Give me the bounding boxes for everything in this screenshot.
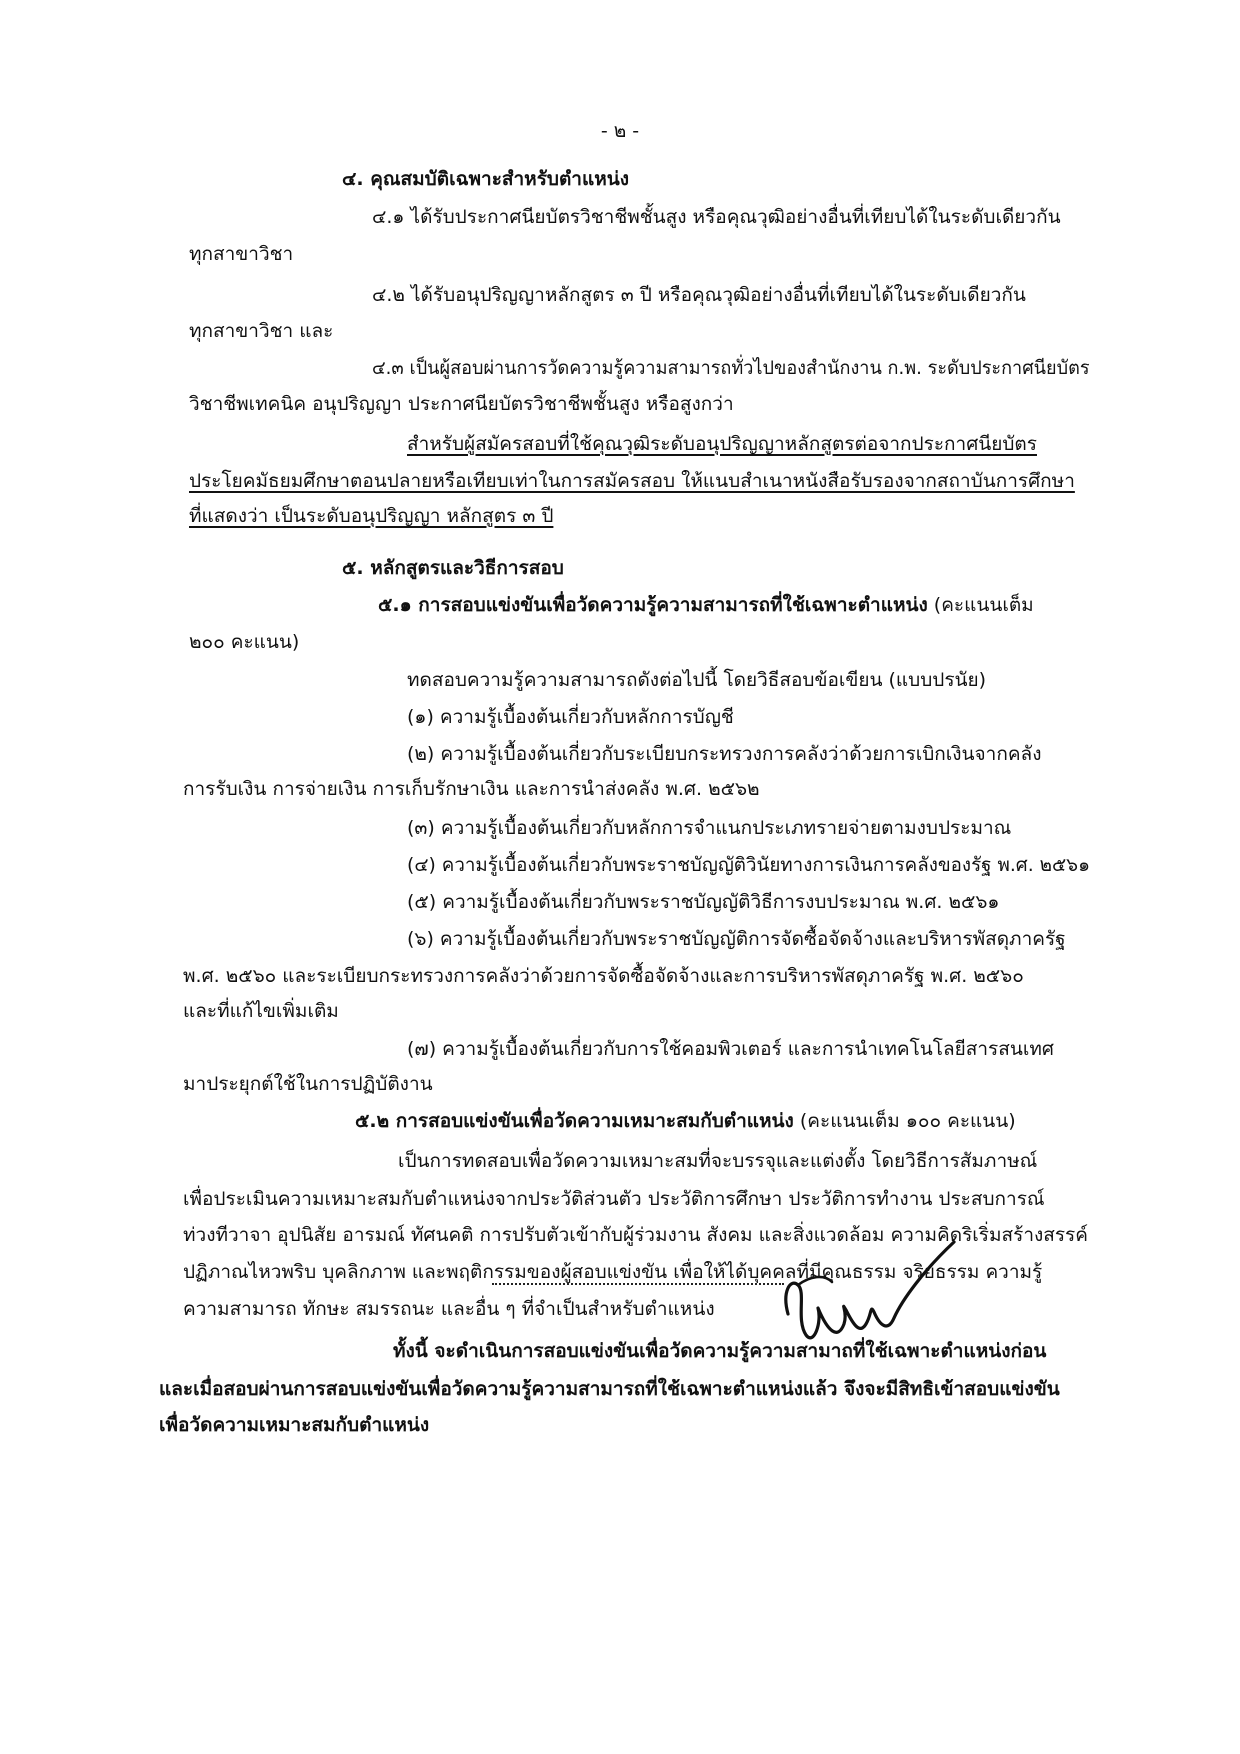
section-5-1-intro: ทดสอบความรู้ความสามารถดังต่อไปนี้ โดยวิธีสอบข้อเขียน (แบบปรนัย) [407, 669, 987, 691]
section-5-2-para-line-2: เพื่อประเมินความเหมาะสมกับตำแหน่งจากประวัติส่วนตัว ประวัติการศึกษา ประวัติการทำงาน ประสบการณ์ [183, 1188, 1045, 1210]
syllabus-item-6-line-3: และที่แก้ไขเพิ่มเติม [183, 1000, 339, 1022]
section-5-2-title: ๕.๒ การสอบแข่งขันเพื่อวัดความเหมาะสมกับตำแหน่ง [355, 1110, 794, 1132]
section-5-2-score: (คะแนนเต็ม ๑๐๐ คะแนน) [799, 1110, 1016, 1132]
syllabus-item-3: (๓) ความรู้เบื้องต้นเกี่ยวกับหลักการจำแนกประเภทรายจ่ายตามงบประมาณ [407, 817, 1012, 839]
section-5-2-para-line-5: ความสามารถ ทักษะ สมรรถนะ และอื่น ๆ ที่จำเป็นสำหรับตำแหน่ง [183, 1298, 715, 1320]
applicant-note-line-2: ประโยคมัธยมศึกษาตอนปลายหรือเทียบเท่าในการสมัครสอบ ให้แนบสำเนาหนังสือรับรองจากสถาบันการศึกษา [189, 470, 1075, 492]
section-5-heading: ๕. หลักสูตรและวิธีการสอบ [342, 557, 564, 579]
section-4-3-line-1: ๔.๓ เป็นผู้สอบผ่านการวัดความรู้ความสามารถทั่วไปของสำนักงาน ก.พ. ระดับประกาศนียบัตร [372, 357, 1090, 379]
applicant-note-line-3: ที่แสดงว่า เป็นระดับอนุปริญญา หลักสูตร ๓ ปี [189, 505, 554, 527]
syllabus-item-2-line-1: (๒) ความรู้เบื้องต้นเกี่ยวกับระเบียบกระทรวงการคลังว่าด้วยการเบิกเงินจากคลัง [407, 743, 1042, 765]
section-5-1-heading [378, 592, 1034, 618]
section-5-1-score-cont: ๒๐๐ คะแนน) [189, 631, 300, 653]
section-5-1-score: (คะแนนเต็ม [933, 594, 1034, 616]
signature-scribble [784, 1240, 984, 1350]
syllabus-item-4: (๔) ความรู้เบื้องต้นเกี่ยวกับพระราชบัญญัติวินัยทางการเงินการคลังของรัฐ พ.ศ. ๒๕๖๑ [407, 854, 1090, 876]
page-number: - ๒ - [600, 120, 640, 142]
final-note-line-1: ทั้งนี้ จะดำเนินการสอบแข่งขันเพื่อวัดความรู้ความสามาถที่ใช้เฉพาะตำแหน่งก่อน [393, 1340, 1047, 1362]
syllabus-item-1: (๑) ความรู้เบื้องต้นเกี่ยวกับหลักการบัญชี [407, 706, 734, 728]
section-5-2-para-line-1: เป็นการทดสอบเพื่อวัดความเหมาะสมที่จะบรรจุและแต่งตั้ง โดยวิธีการสัมภาษณ์ [398, 1150, 1038, 1172]
section-5-2-heading [355, 1108, 1016, 1134]
section-5-2-para-line-3: ท่วงทีวาจา อุปนิสัย อารมณ์ ทัศนคติ การปรับตัวเข้ากับผู้ร่วมงาน สังคม และสิ่งแวดล้อม ความคิดริเริ่มสร้างสรรค์ [183, 1224, 1088, 1246]
syllabus-item-7-line-1: (๗) ความรู้เบื้องต้นเกี่ยวกับการใช้คอมพิวเตอร์ และการนำเทคโนโลยีสารสนเทศ [407, 1038, 1054, 1060]
section-4-2-line-2: ทุกสาขาวิชา และ [189, 320, 334, 342]
section-4-1-line-2: ทุกสาขาวิชา [189, 243, 294, 265]
signature-dotted-line [492, 1283, 784, 1285]
syllabus-item-6-line-1: (๖) ความรู้เบื้องต้นเกี่ยวกับพระราชบัญญัติการจัดซื้อจัดจ้างและบริหารพัสดุภาครัฐ [407, 928, 1066, 950]
section-5-1-title: ๕.๑ การสอบแข่งขันเพื่อวัดความรู้ความสามารถที่ใช้เฉพาะตำแหน่ง [378, 594, 928, 616]
section-5-2-para-line-4: ปฏิภาณไหวพริบ บุคลิกภาพ และพฤติกรรมของผู้สอบแข่งขัน เพื่อให้ได้บุคคลที่มีคุณธรรม จริยธรรม ความรู้ [183, 1261, 1043, 1283]
applicant-note-line-1: สำหรับผู้สมัครสอบที่ใช้คุณวุฒิระดับอนุปริญญาหลักสูตรต่อจากประกาศนียบัตร [407, 433, 1037, 455]
section-4-1-line-1: ๔.๑ ได้รับประกาศนียบัตรวิชาชีพชั้นสูง หรือคุณวุฒิอย่างอื่นที่เทียบได้ในระดับเดียวกัน [372, 206, 1061, 228]
section-4-2-line-1: ๔.๒ ได้รับอนุปริญญาหลักสูตร ๓ ปี หรือคุณวุฒิอย่างอื่นที่เทียบได้ในระดับเดียวกัน [372, 284, 1026, 306]
final-note-line-3: เพื่อวัดความเหมาะสมกับตำแหน่ง [159, 1414, 430, 1436]
syllabus-item-2-line-2: การรับเงิน การจ่ายเงิน การเก็บรักษาเงิน และการนำส่งคลัง พ.ศ. ๒๕๖๒ [183, 778, 760, 800]
final-note-line-2: และเมื่อสอบผ่านการสอบแข่งขันเพื่อวัดความรู้ความสามารถที่ใช้เฉพาะตำแหน่งแล้ว จึงจะมีสิทธิเข้าสอบแข่งขัน [159, 1378, 1060, 1400]
syllabus-item-7-line-2: มาประยุกต์ใช้ในการปฏิบัติงาน [183, 1073, 433, 1095]
syllabus-item-5: (๕) ความรู้เบื้องต้นเกี่ยวกับพระราชบัญญัติวิธีการงบประมาณ พ.ศ. ๒๕๖๑ [407, 891, 1000, 913]
section-4-3-line-2: วิชาชีพเทคนิค อนุปริญญา ประกาศนียบัตรวิชาชีพชั้นสูง หรือสูงกว่า [189, 393, 734, 415]
section-4-heading: ๔. คุณสมบัติเฉพาะสำหรับตำแหน่ง [342, 168, 630, 190]
syllabus-item-6-line-2: พ.ศ. ๒๕๖๐ และระเบียบกระทรวงการคลังว่าด้วยการจัดซื้อจัดจ้างและการบริหารพัสดุภาครัฐ พ.ศ. ๒๕๖๐ [183, 965, 1024, 987]
